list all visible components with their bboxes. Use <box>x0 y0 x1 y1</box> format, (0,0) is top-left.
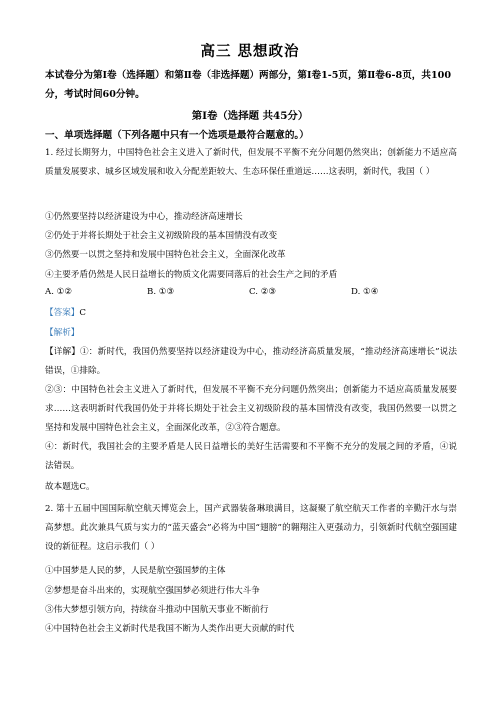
answer-line <box>45 306 86 318</box>
question-2-item-4: ④中国特色社会主义新时代是我国不断为人类作出更大贡献的时代 <box>45 624 295 634</box>
analysis-tag: 【解析】 <box>45 328 80 338</box>
question-1-stem: 1. 经过长期努力，中国特色社会主义进入了新时代，但发展不平衡不充分问题仍然突出；创新能力不适应高质量发展要求、城乡区域发展和收入分配差距较大、生态环保任重道远……这表明，新时代，我国（ ） <box>45 148 457 177</box>
question-1-choice-a: A. ①② <box>45 287 73 297</box>
question-1-item-1: ①仍然要坚持以经济建设为中心，推动经济高速增长 <box>45 212 243 222</box>
exam-intro: 本试卷分为第Ⅰ卷（选择题）和第Ⅱ卷（非选择题）两部分，第Ⅰ卷1-5页，第Ⅱ卷6-8页，共100分，考试时间60分钟。 <box>45 70 452 100</box>
detail-paragraph-2: ②③：中国特色社会主义进入了新时代，但发展不平衡不充分问题仍然突出；创新能力不适应高质量发展要求……这表明新时代我国仍处于并将长期处于社会主义初级阶段的基本国情没有改变，我国仍然要一以贯之坚持和发展中国特色社会主义，全面深化改革，②③符合题意。 <box>45 385 457 433</box>
page-title: 高三 思想政治 <box>200 43 300 60</box>
section-heading: 一、单项选择题（下列各题中只有一个选项是最符合题意的。） <box>45 130 309 141</box>
question-2-item-2: ②梦想是奋斗出来的，实现航空强国梦必须进行伟大斗争 <box>45 586 260 596</box>
question-2-stem: 2. 第十五届中国国际航空航天博览会上，国产武器装备琳琅满目，这凝聚了航空航天工作者的辛勤汗水与崇高梦想。此次兼具气质与实力的“蓝天盛会”必将为中国“翅膀”的翱翔注入更强动力，引领新时代航空强国建设的新征程。这启示我们（ ） <box>45 504 457 552</box>
question-1-choice-d: D. ①④ <box>351 287 379 297</box>
question-1-item-2: ②仍处于并将长期处于社会主义初级阶段的基本国情没有改变 <box>45 231 278 241</box>
detail-paragraph-1: 【详解】①：新时代，我国仍然要坚持以经济建设为中心，推动经济高质量发展，“推动经济高速增长”说法错误，①排除。 <box>45 347 457 376</box>
question-1-choice-b: B. ①③ <box>147 287 175 297</box>
volume-heading: 第Ⅰ卷（选择题 共45分） <box>191 110 309 122</box>
question-2-item-3: ③伟大梦想引领方向，持续奋斗推动中国航天事业不断前行 <box>45 605 269 615</box>
detail-paragraph-3: ④：新时代，我国社会的主要矛盾是人民日益增长的美好生活需要和不平衡不充分的发展之间的矛盾，④说法错误。 <box>45 442 457 471</box>
question-1-item-4: ④主要矛盾仍然是人民日益增长的物质文化需要同落后的社会生产之间的矛盾 <box>45 270 338 280</box>
question-1-choice-c: C. ②③ <box>249 287 277 297</box>
question-1-item-3: ③仍然要一以贯之坚持和发展中国特色社会主义，全面深化改革 <box>45 250 286 260</box>
answer-tag: 【答案】 <box>45 308 80 318</box>
conclusion: 故本题选C。 <box>45 482 95 492</box>
answer-value: C <box>79 308 86 318</box>
question-2-item-1: ①中国梦是人民的梦，人民是航空强国梦的主体 <box>45 566 226 576</box>
